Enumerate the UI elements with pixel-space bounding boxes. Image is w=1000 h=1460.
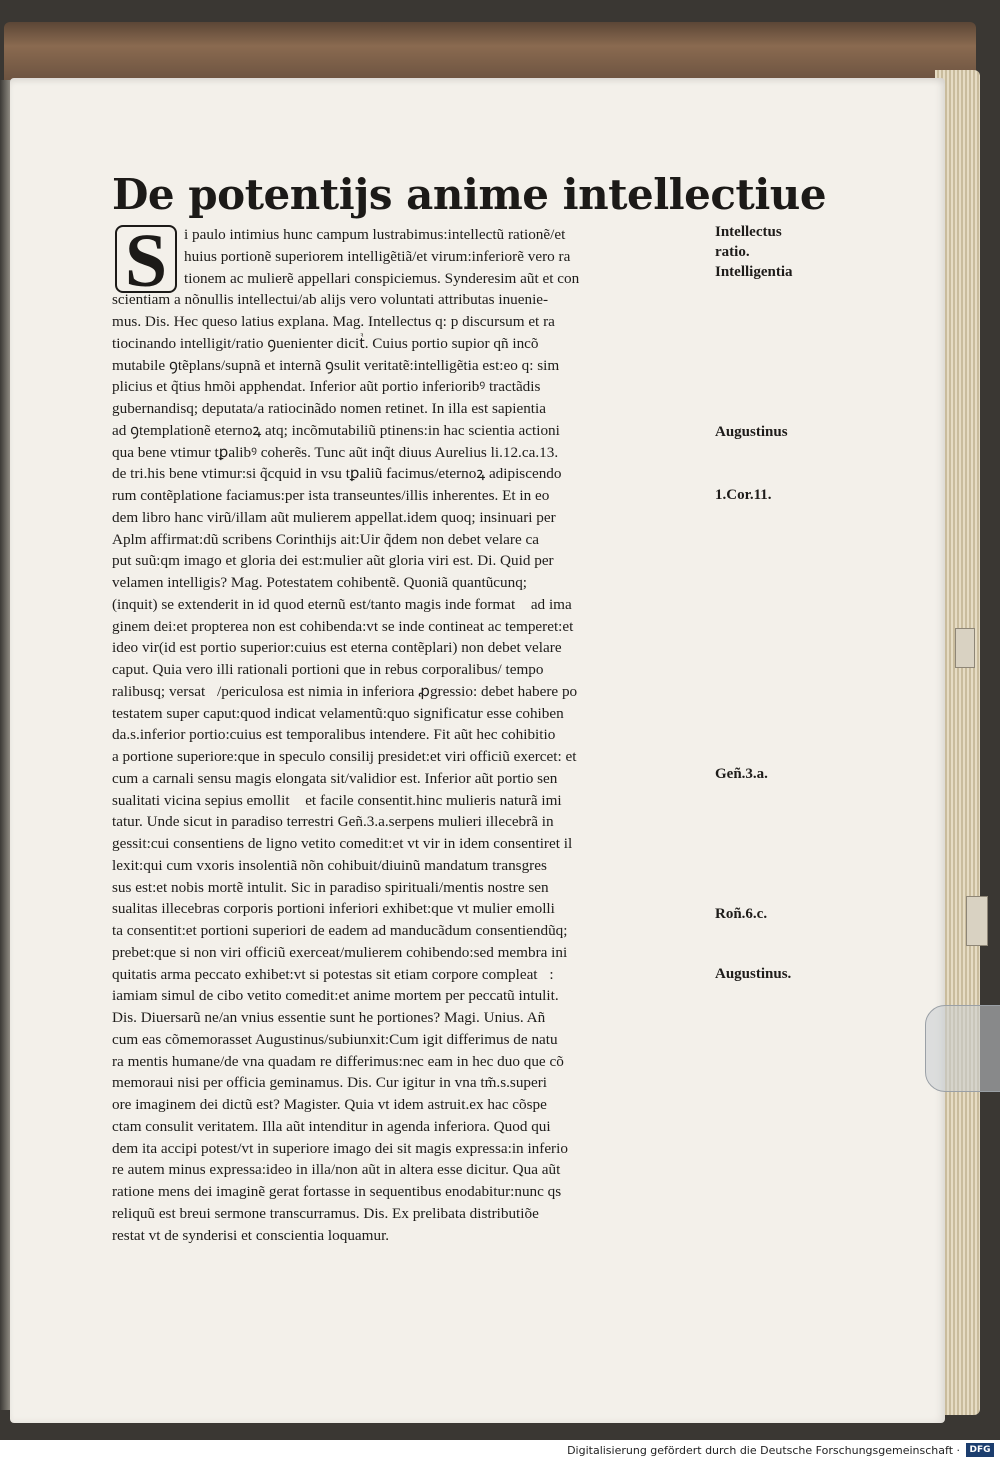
text-line: put suũ:qm imago et gloria dei est:mulier aũt gloria viri est. Di. Quid per: [112, 552, 554, 570]
text-line: dem libro hanc virũ/illam aũt mulierem appellat.idem quoq; insinuari per: [112, 508, 556, 526]
text-line: Aplm affirmat:dũ scribens Corinthijs ait:Uir q̃dem non debet velare ca: [112, 530, 539, 548]
text-line: ta consentit:et portioni superiori de eadem ad manducãdum consentiendũq;: [112, 922, 568, 939]
margin-note: 1.Cor.11.: [715, 487, 772, 503]
text-line: cum a carnali sensu magis elongata sit/validior est. Inferior aũt portio sen: [112, 769, 558, 787]
book-top-edge: [4, 22, 976, 82]
text-line: gessit:cui consentiens de ligno vetito comedit:et vt vir in idem consentiret il: [112, 835, 573, 852]
text-line: sus est:et nobis mortẽ intulit. Sic in paradiso spirituali/mentis nostre sen: [112, 878, 549, 896]
margin-note: Intelligentia: [715, 264, 793, 280]
text-line: sualitas illecebras corporis portioni inferiori exhibet:que vt mulier emolli: [112, 900, 555, 918]
text-line: restat vt de synderisi et conscientia loquamur.: [112, 1226, 390, 1244]
margin-note: Geñ.3.a.: [715, 766, 768, 782]
text-line: lexit:qui cum vxoris insolentiã nõn cohibuit/diuinũ mandatum transgres: [112, 856, 547, 874]
text-line: gubernandisq; deputata/a ratiocinãdo nomen retinet. In illa est sapientia: [112, 400, 546, 417]
text-line: ralibusq; versatᷣ/periculosa est nimia in inferiora ꝓgressio: debet habere po: [112, 682, 578, 700]
margin-note: Augustinus.: [715, 966, 792, 982]
text-line: tionem ac mulierẽ appellari conspiciemus. Synderesim aũt et con: [184, 269, 580, 287]
page-clip: [925, 1005, 1000, 1092]
chapter-title: De potentijs anime intellectiue: [112, 170, 827, 219]
text-line: qua bene vtimur tꝑalibꝰ coherẽs. Tunc aũt inq̃t diuus Aurelius li.12.ca.13.: [112, 443, 559, 461]
text-line: ra mentis humane/de vna quadam re differimus:nec eam in hec duo que cõ: [112, 1052, 564, 1070]
text-line: sualitati vicina sepius emollitᷣ et facile consentit.hinc mulieris naturã imi: [112, 791, 562, 809]
margin-note: Augustinus: [715, 424, 788, 440]
text-line: ideo vir(id est portio superior:cuius est eterna contẽplari) non debet velare: [112, 639, 562, 657]
text-line: velamen intelligis? Mag. Potestatem cohibentẽ. Quoniã quantũcunq;: [112, 574, 528, 591]
text-line: scientiam a nõnullis intellectui/ab alijs vero voluntati attributas inuenie-: [112, 291, 549, 309]
text-line: plicius et q̃tius hmõi apphendat. Inferior aũt portio inferioribꝰ tractãdis: [112, 378, 541, 396]
text-line: quitatis arma peccato exhibet:vt si potestas sit etiam corpore compleatᷣ:: [112, 965, 554, 983]
dfg-logo: DFG: [966, 1443, 994, 1457]
body-text: [112, 224, 712, 1246]
text-line: ratione mens dei imaginẽ gerat fortasse in sequentibus enodabitur:nunc qs: [112, 1183, 562, 1200]
text-line: Dis. Diuersarũ ne/an vnius essentie sunt he portiones? Magi. Unius. Añ: [112, 1009, 546, 1026]
text-line: de tri.his bene vtimur:si q̃cquid in vsu tꝑaliũ facimus/eternoꝝ adipiscendo: [112, 465, 562, 483]
text-line: re autem minus expressa:ideo in illa/non aũt in altera esse dicitur. Qua aũt: [112, 1161, 561, 1179]
text-line: prebet:que si non viri officiũ exerceat/mulierem cohibendo:sed membra ini: [112, 943, 568, 961]
margin-note: Intellectus: [715, 224, 782, 240]
text-line: a portione superiore:que in speculo consilij presidet:et viri officiũ exercet: et: [112, 748, 577, 765]
text-line: ginem dei:et propterea non est cohibenda:vt se inde contineat ac temperet:et: [112, 617, 574, 635]
bookmark-tab: [955, 628, 975, 668]
text-line: caput. Quia vero illi rationali portioni que in rebus corporalibus/ tempo: [112, 661, 544, 678]
text-line: dem ita accipi potest/vt in superiore imago dei sit magis expressa:in inferio: [112, 1139, 568, 1157]
text-line: da.s.inferior portio:cuius est temporalibus intendere. Fit aũt hec cohibitio: [112, 726, 556, 744]
text-line: ctam consulit veritatem. Illa aũt intenditur in agenda inferiora. Quod qui: [112, 1117, 551, 1135]
text-line: memoraui nisi per officia geminamus. Dis. Cur igitur in vna tm̃.s.superi: [112, 1074, 548, 1092]
text-line: tatur. Unde sicut in paradiso terrestri Geñ.3.a.serpens mulieri illecebrã in: [112, 813, 554, 831]
text-line: rum contẽplatione faciamus:per ista transeuntes/illis inherentes. Et in eo: [112, 487, 550, 504]
text-line: huius portionẽ superiorem intelligẽtiã/et virum:inferiorẽ vero ra: [184, 247, 571, 265]
text-line: (inquit) se extenderit in id quod eternũ est/tanto magis inde formatᷣ ad ima: [112, 595, 572, 613]
text-line: tiocinando intelligit/ratio ꝯuenienter dicitᷣ. Cuius portio supior qñ incõ: [112, 334, 539, 352]
drop-initial: S: [115, 225, 177, 293]
margin-note: Roñ.6.c.: [715, 906, 768, 922]
text-line: cum eas cõmemorasset Augustinus/subiunxit:Cum igit differimus de natu: [112, 1030, 558, 1048]
text-line: testatem super caput:quod indicat velamentũ:quo significatur esse cohiben: [112, 704, 564, 722]
text-line: i paulo intimius hunc campum lustrabimus:intellectũ rationẽ/et: [184, 226, 566, 243]
text-line: ore imaginem dei dictũ est? Magister. Quia vt idem astruit.ex hac cõspe: [112, 1096, 547, 1113]
margin-note: ratio.: [715, 244, 750, 260]
footer-credit: Digitalisierung gefördert durch die Deutsche Forschungsgemeinschaft ·: [567, 1444, 960, 1457]
text-line: reliquũ est breui sermone transcurramus. Dis. Ex prelibata distributiõe: [112, 1204, 539, 1222]
text-line: mus. Dis. Hec queso latius explana. Mag. Intellectus q: p discursum et ra: [112, 313, 555, 330]
text-line: iamiam simul de cibo vetito comedit:et anime mortem per peccatũ intulit.: [112, 987, 559, 1005]
bookmark-tab: [966, 896, 988, 946]
text-line: ad ꝯtemplationẽ eternoꝝ atq; incõmutabiliũ ptinens:in hac scientia actioni: [112, 421, 560, 439]
text-line: mutabile ꝯtẽplans/supnã et internã ꝯsulit veritatẽ:intelligẽtia est:eo q: sim: [112, 356, 560, 374]
